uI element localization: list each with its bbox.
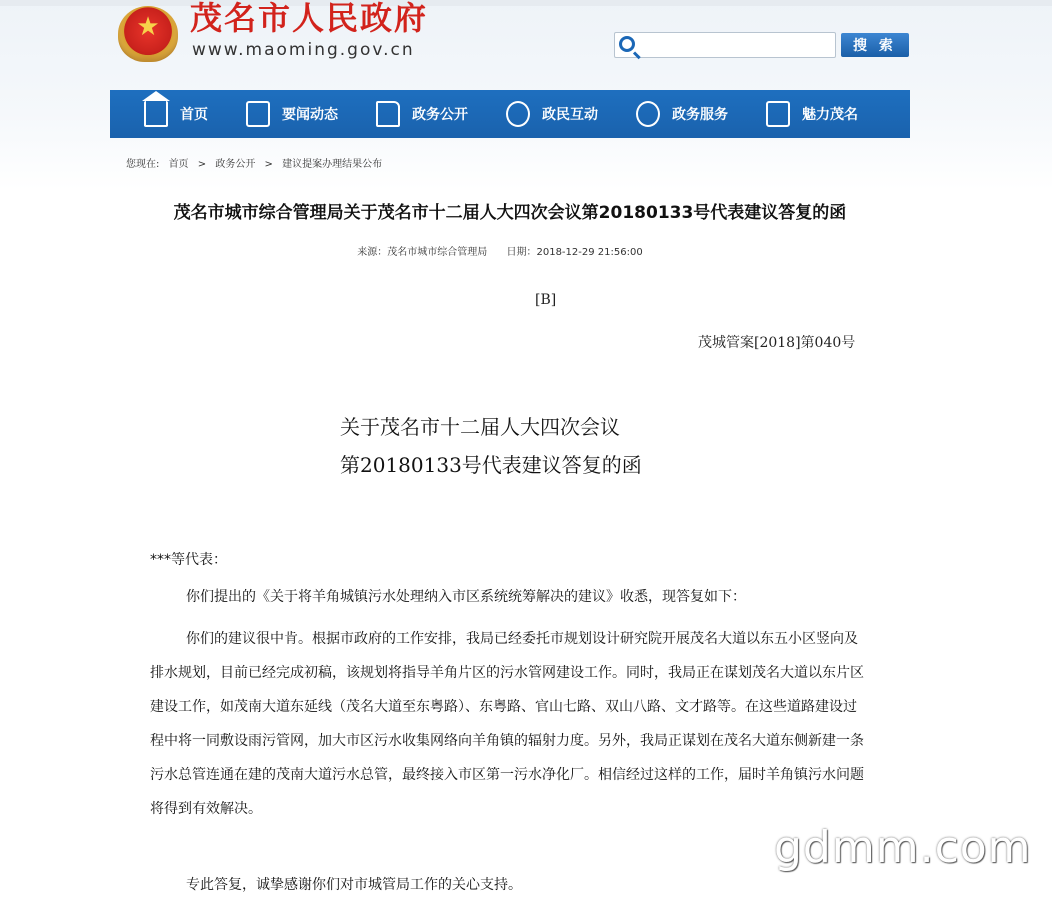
folder-icon [376, 101, 400, 127]
search-input[interactable] [641, 35, 831, 55]
nav-item-label: 魅力茂名 [802, 107, 858, 123]
document-number: 茂城管案[2018]第040号 [698, 335, 856, 351]
nav-item-home[interactable] [110, 90, 208, 138]
nav-item-label: 要闻动态 [282, 107, 338, 123]
breadcrumb-item-current[interactable]: 建议提案办理结果公布 [282, 159, 383, 170]
nav-item-charm[interactable] [728, 90, 858, 138]
nav-item-label: 政务公开 [412, 107, 468, 123]
nav-item-label: 首页 [180, 107, 208, 123]
nav-item-services[interactable] [598, 90, 728, 138]
nav-item-label: 政务服务 [672, 107, 728, 123]
search-button[interactable]: 搜 索 [841, 33, 909, 57]
search-icon [619, 36, 635, 52]
nav-item-news[interactable] [208, 90, 338, 138]
breadcrumb-prefix: 您现在: [126, 159, 160, 170]
paragraph: 专此答复，诚挚感谢你们对市城管局工作的关心支持。 [186, 877, 522, 893]
breadcrumb [126, 155, 388, 170]
nav-item-interaction[interactable] [468, 90, 598, 138]
site-url: www.maoming.gov.cn [192, 40, 415, 60]
user-icon [636, 101, 660, 127]
home-icon [144, 101, 168, 127]
level-label: [B] [535, 292, 557, 308]
salutation: ***等代表： [150, 552, 227, 568]
letter-title-line-2: 第20180133号代表建议答复的函 [340, 453, 642, 477]
breadcrumb-item-gov[interactable]: 政务公开 [215, 159, 256, 170]
article-meta [0, 243, 1000, 258]
top-strip [0, 0, 1052, 6]
nav-item-label: 政民互动 [542, 107, 598, 123]
paragraph: 你们的建议很中肯。根据市政府的工作安排，我局已经委托市规划设计研究院开展茂名大道以东五小区竖向及排水规划，目前已经完成初稿，该规划将指导羊角片区的污水管网建设工作。同时，我局正在谋划茂名大道以东片区建设工作，如茂南大道东延线（茂名大道至东粤路）、东粤路、官山七路、双山八路、文才路等。在这些道路建设过程中将一同敷设雨污管网，加大市区污水收集网络向羊角镇的辐射力度。另外，我局正谋划在茂名大道东侧新建一条污水总管连通在建的茂南大道污水总管，最终接入市区第一污水净化厂。相信经过这样的工作，届时羊角镇污水问题将得到有效解决。 [150, 631, 864, 817]
article-date: 日期：2018-12-29 21:56:00 [506, 247, 643, 258]
site-title[interactable]: 茂名市人民政府 [190, 0, 429, 37]
national-emblem-icon [118, 6, 178, 62]
breadcrumb-separator: > [197, 159, 207, 170]
chat-icon [506, 101, 530, 127]
picture-icon [766, 101, 790, 127]
article-title: 茂名市城市综合管理局关于茂名市十二届人大四次会议第20180133号代表建议答复的函 [173, 203, 847, 223]
document-icon [246, 101, 270, 127]
letter-title-line-1: 关于茂名市十二届人大四次会议 [340, 415, 620, 439]
nav-item-government-affairs[interactable] [338, 90, 468, 138]
watermark: gdmm.com [774, 822, 1032, 873]
paragraph: 你们提出的《关于将羊角城镇污水处理纳入市区系统统筹解决的建议》收悉，现答复如下： [186, 589, 746, 605]
search-box[interactable] [614, 32, 836, 58]
main-nav [110, 90, 910, 138]
breadcrumb-separator: > [264, 159, 273, 170]
breadcrumb-item-home[interactable]: 首页 [168, 159, 189, 170]
article-source: 来源：茂名市城市综合管理局 [357, 247, 488, 258]
